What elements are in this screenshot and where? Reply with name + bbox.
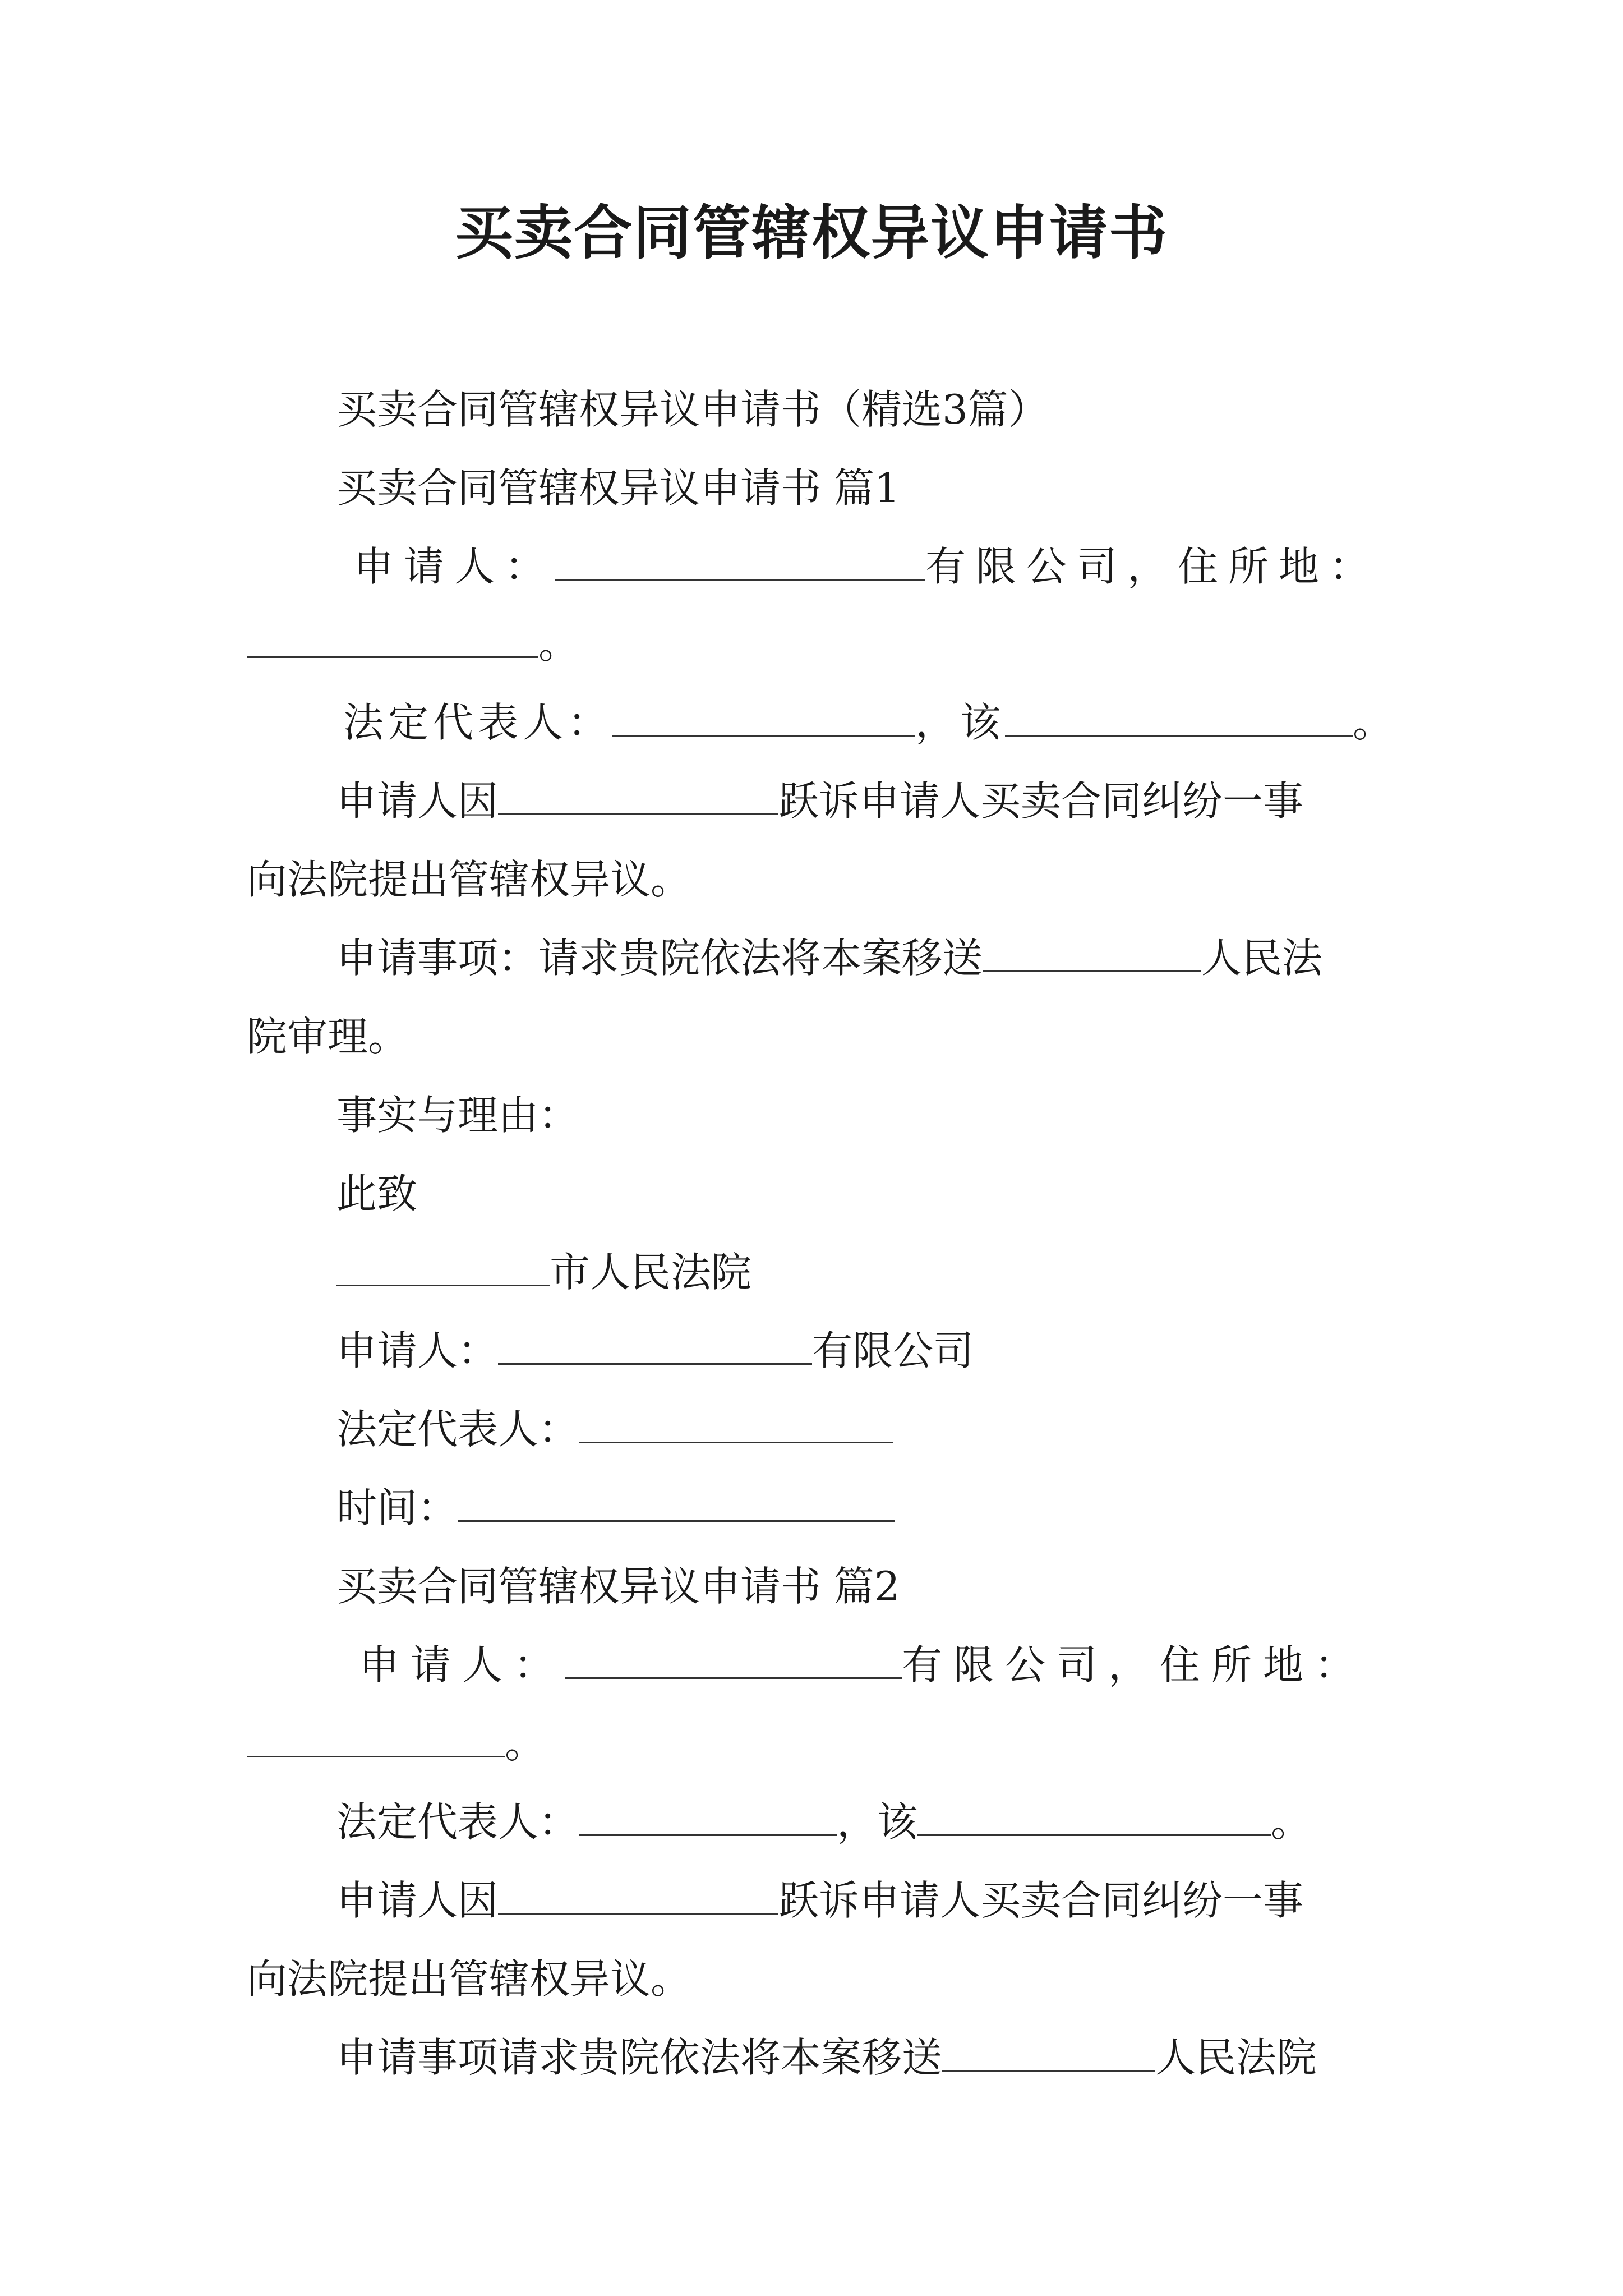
- cause-blank: [498, 779, 778, 815]
- sign-rep-label: 法定代表人：: [336, 1406, 579, 1453]
- section-1-legal-rep-line: [343, 694, 1398, 751]
- section-1-sign-applicant: [336, 1323, 974, 1379]
- section-2-cause-line: [336, 1872, 1303, 1929]
- section-1-request-line: [336, 930, 1322, 986]
- request-text: 申请事项请求贵院依法将本案移送: [336, 2034, 943, 2081]
- address-blank: [247, 1721, 505, 1757]
- cause-prefix: 申请人因: [336, 777, 499, 825]
- document-title: 买卖合同管辖权异议申请书: [454, 199, 1168, 267]
- address-end: 。: [505, 1720, 546, 1767]
- sign-company-blank: [498, 1328, 812, 1365]
- cause-blank: [498, 1878, 778, 1915]
- section-2-applicant-line: [359, 1637, 1366, 1693]
- applicant-suffix: 有限公司，住所地：: [925, 543, 1380, 590]
- section-1-facts-label: 事实与理由：: [336, 1092, 579, 1139]
- court-blank: [942, 2035, 1155, 2072]
- legal-rep-end: 。: [1353, 699, 1398, 746]
- section-1-sign-rep: [336, 1401, 893, 1457]
- legal-rep-blank: [612, 700, 915, 737]
- applicant-suffix: 有限公司，住所地：: [902, 1641, 1367, 1688]
- section-1-cause-line-2: 向法院提出管辖权异议。: [247, 856, 691, 903]
- section-1-request-line-2: 院审理。: [247, 1013, 409, 1060]
- applicant-label: 申请人：: [359, 1641, 566, 1688]
- legal-rep-mid: ，该: [915, 699, 1006, 746]
- sign-applicant-suffix: 有限公司: [812, 1327, 974, 1374]
- legal-rep-detail-blank: [917, 1800, 1271, 1836]
- sign-applicant-label: 申请人：: [336, 1327, 499, 1374]
- section-2-address-line: [247, 1715, 545, 1772]
- applicant-label: 申请人：: [353, 543, 556, 590]
- legal-rep-label: 法定代表人：: [343, 699, 613, 746]
- sign-rep-blank: [579, 1407, 893, 1443]
- section-2-request-line: [336, 2030, 1317, 2086]
- sign-time-label: 时间：: [336, 1484, 458, 1531]
- section-1-salutation: 此致: [336, 1170, 418, 1217]
- section-2-heading: 买卖合同管辖权异议申请书 篇2: [336, 1563, 900, 1610]
- section-1-address-line: [247, 616, 579, 672]
- request-suffix: 人民法: [1201, 935, 1323, 982]
- company-name-blank: [555, 544, 925, 581]
- city-blank: [336, 1250, 550, 1286]
- legal-rep-blank: [579, 1800, 837, 1836]
- cause-prefix: 申请人因: [336, 1877, 499, 1924]
- section-2-cause-line-2: 向法院提出管辖权异议。: [247, 1955, 691, 2003]
- sign-time-blank: [458, 1485, 895, 1522]
- section-1-cause-line: [336, 773, 1303, 829]
- cause-suffix: 跃诉申请人买卖合同纠纷一事: [778, 1877, 1304, 1924]
- request-prefix: 申请事项：请求贵院依法将本案移送: [336, 935, 983, 982]
- company-name-blank: [565, 1642, 902, 1679]
- section-1-heading: 买卖合同管辖权异议申请书 篇1: [336, 464, 900, 512]
- document-intro: 买卖合同管辖权异议申请书（精选3篇）: [336, 386, 1049, 433]
- cause-suffix: 跃诉申请人买卖合同纠纷一事: [778, 777, 1304, 825]
- legal-rep-detail-blank: [1005, 700, 1353, 737]
- legal-rep-mid: ，该: [837, 1798, 918, 1846]
- request-suffix: 人民法院: [1155, 2034, 1317, 2081]
- address-blank: [247, 622, 538, 658]
- section-1-sign-time: [336, 1480, 895, 1536]
- legal-rep-end: 。: [1271, 1798, 1312, 1846]
- section-1-court-line: [336, 1244, 751, 1300]
- section-1-applicant-line: [353, 539, 1380, 595]
- court-suffix: 市人民法院: [550, 1249, 752, 1296]
- section-2-legal-rep-line: [336, 1794, 1311, 1850]
- legal-rep-label: 法定代表人：: [336, 1798, 579, 1846]
- court-blank: [983, 936, 1201, 972]
- address-end: 。: [538, 620, 579, 668]
